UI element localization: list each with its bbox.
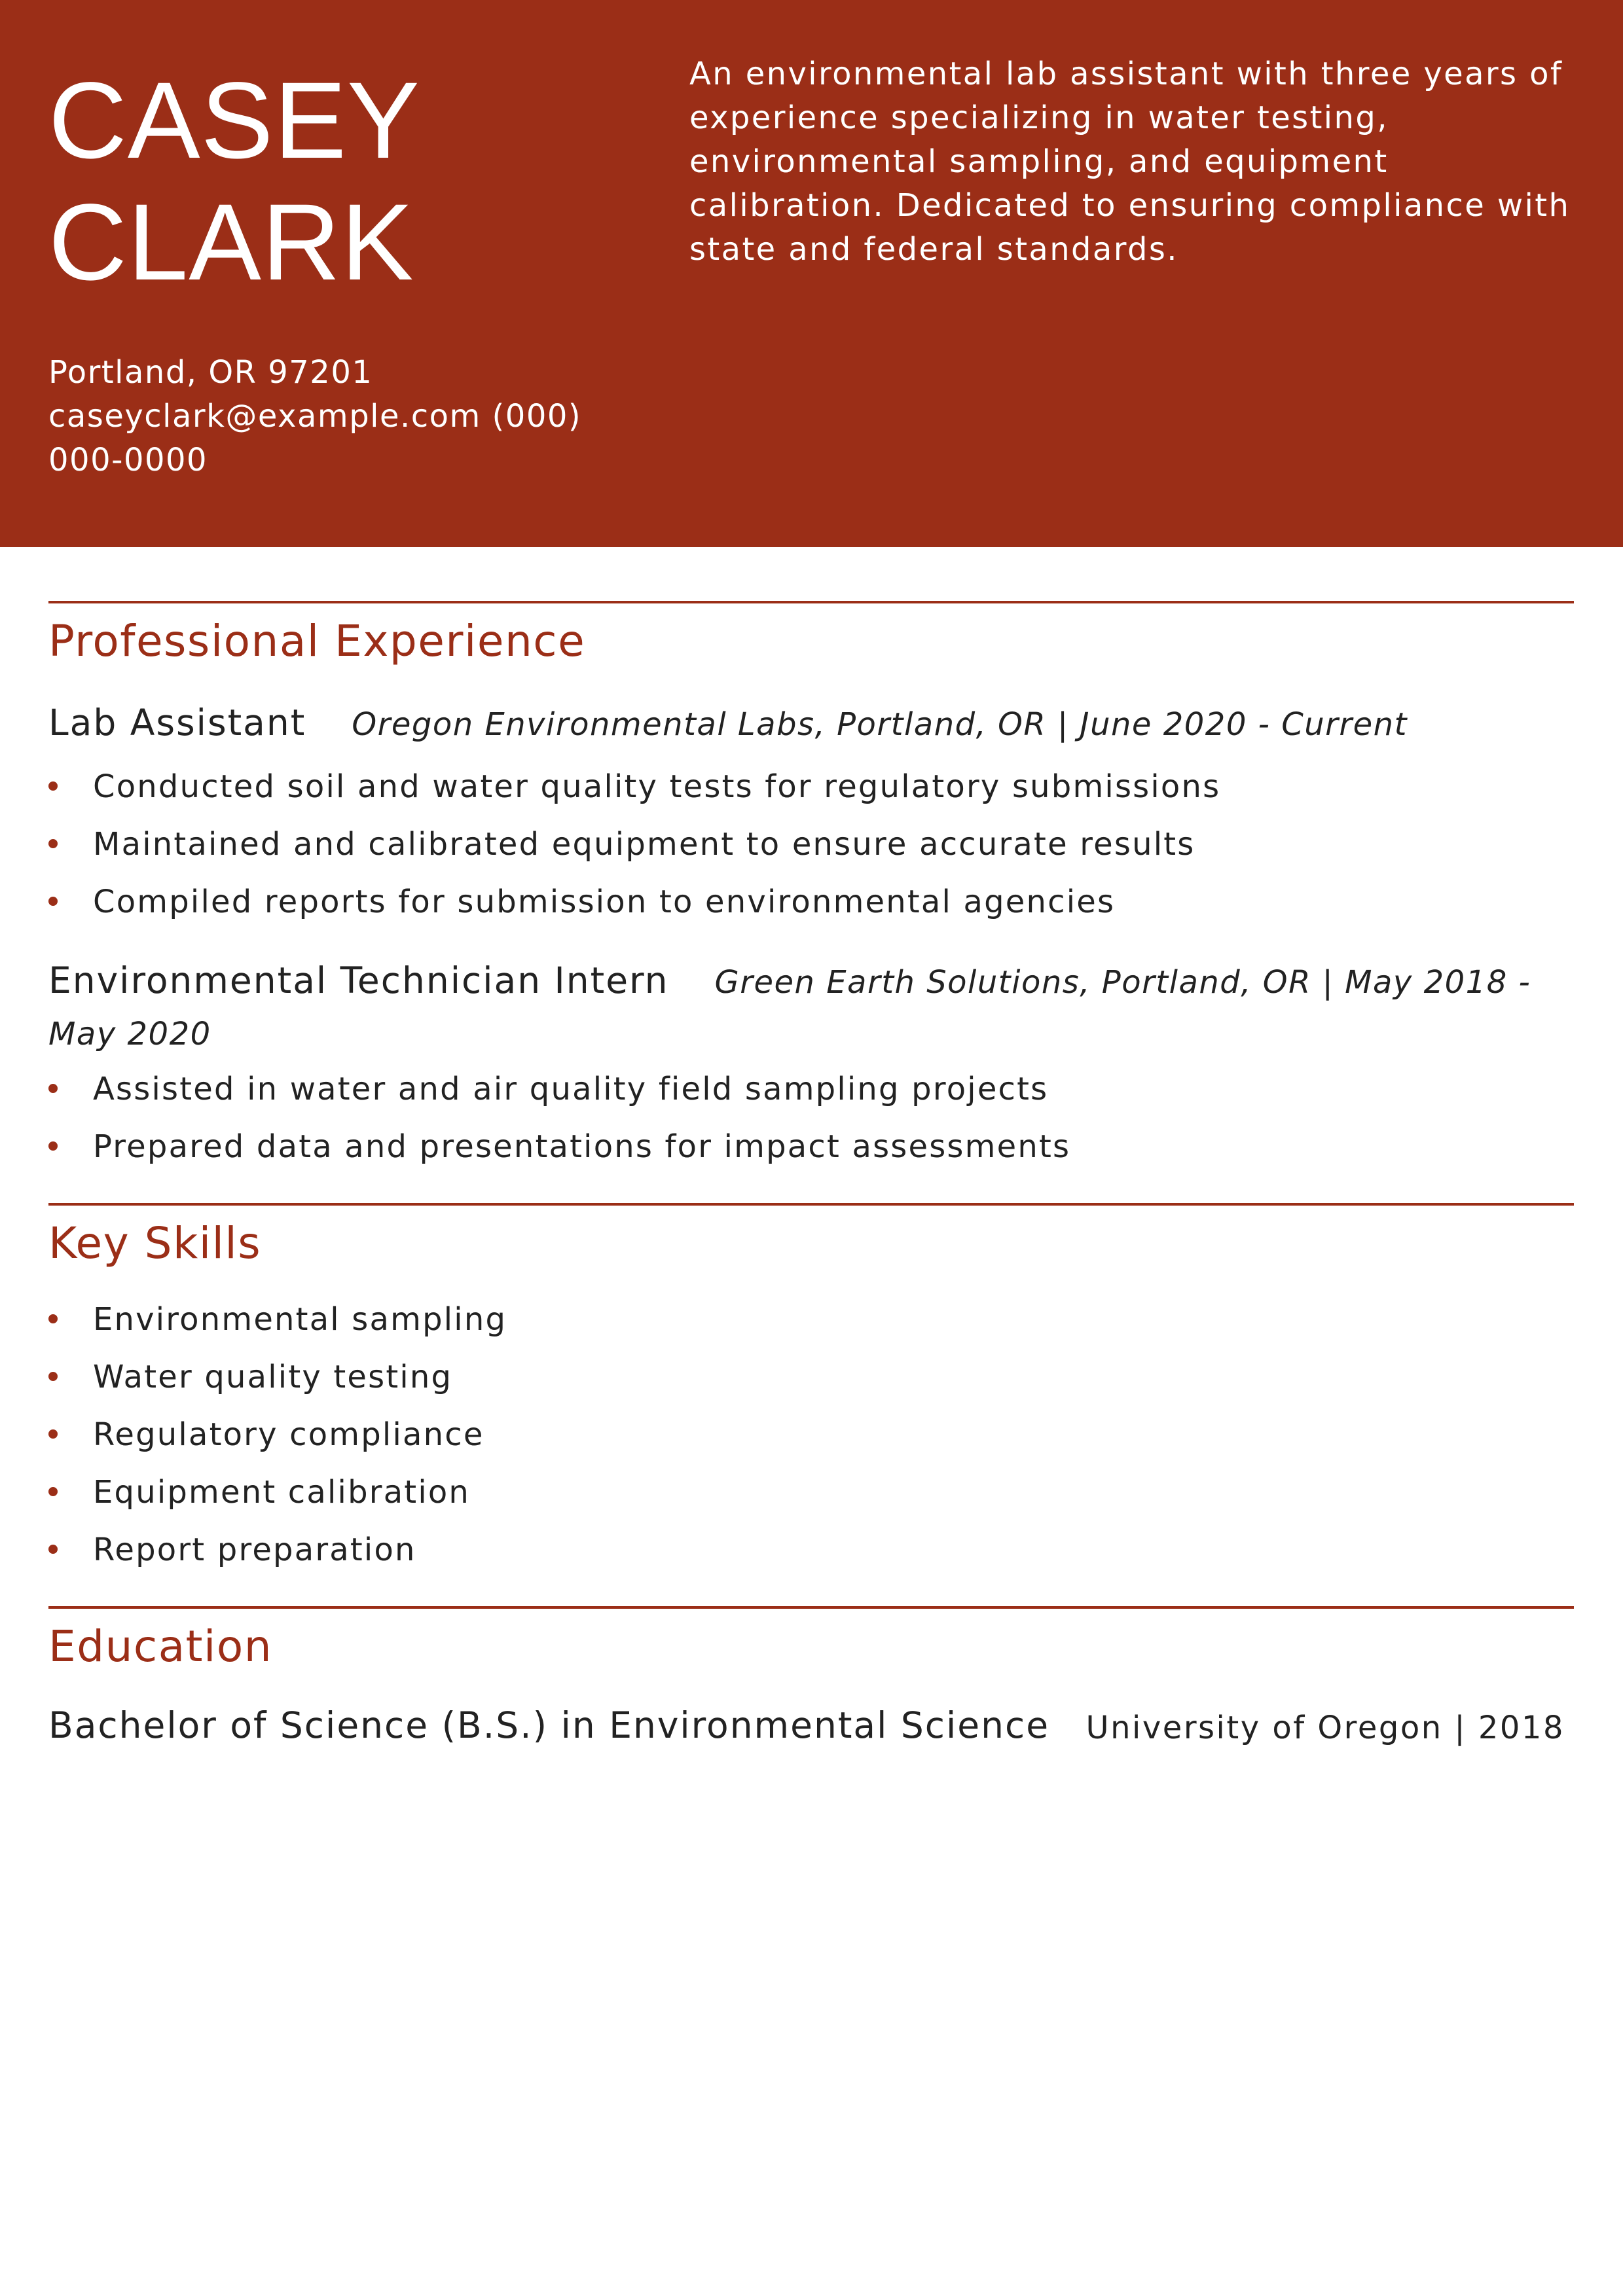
bullet-icon [48, 1372, 58, 1381]
list-item: Prepared data and presentations for impact assessments [48, 1118, 1574, 1175]
job-header [48, 698, 1574, 749]
school: University of Oregon | 2018 [1085, 1710, 1565, 1746]
list-item: Compiled reports for submission to environmental agencies [48, 873, 1574, 931]
section-divider [48, 1203, 1574, 1206]
bullet-icon [48, 1084, 58, 1093]
bullet-icon [48, 1314, 58, 1323]
list-item: Water quality testing [48, 1348, 1574, 1406]
phone-continued: 000-0000 [48, 442, 208, 478]
education-entry [48, 1699, 1574, 1751]
professional-summary: An environmental lab assistant with three years of experience specializing in water testing, environmental sampling, and equipment calibration. Dedicated to ensuring compliance with state and federal standards. [689, 56, 1571, 268]
bullet-icon [48, 781, 58, 791]
bullet-icon [48, 1545, 58, 1554]
job-org: Green Earth Solutions, Portland, OR | May 2018 - May 2020 [48, 964, 1531, 1052]
header-banner [0, 0, 1623, 547]
contact-info [48, 351, 625, 482]
location: Portland, OR 97201 [48, 354, 373, 391]
skills-heading: Key Skills [48, 1218, 262, 1268]
bullet-icon [48, 1141, 58, 1151]
education-heading: Education [48, 1621, 273, 1672]
bullet-icon [48, 1429, 58, 1439]
job-role: Lab Assistant [48, 702, 306, 744]
first-name: CASEY [48, 60, 420, 181]
job-bullets [48, 1060, 1574, 1175]
job-role: Environmental Technician Intern [48, 960, 669, 1001]
list-item: Regulatory compliance [48, 1406, 1574, 1463]
skills-list [48, 1291, 1574, 1579]
list-item: Conducted soil and water quality tests for regulatory submissions [48, 758, 1574, 816]
bullet-icon [48, 897, 58, 906]
list-item: Assisted in water and air quality field sampling projects [48, 1060, 1574, 1118]
bullet-icon [48, 839, 58, 848]
section-divider [48, 601, 1574, 603]
job-org: Oregon Environmental Labs, Portland, OR | June 2020 - Current [352, 706, 1408, 743]
degree: Bachelor of Science (B.S.) in Environmental Science [48, 1704, 1050, 1746]
list-item: Equipment calibration [48, 1463, 1574, 1521]
section-divider [48, 1606, 1574, 1609]
job-header [48, 956, 1574, 1059]
candidate-name [48, 60, 420, 304]
last-name: CLARK [48, 182, 414, 303]
list-item: Maintained and calibrated equipment to ensure accurate results [48, 816, 1574, 873]
bullet-icon [48, 1487, 58, 1496]
job-bullets [48, 758, 1574, 931]
list-item: Report preparation [48, 1521, 1574, 1579]
experience-heading: Professional Experience [48, 616, 586, 666]
list-item: Environmental sampling [48, 1291, 1574, 1348]
email-phone: caseyclark@example.com (000) [48, 398, 582, 435]
